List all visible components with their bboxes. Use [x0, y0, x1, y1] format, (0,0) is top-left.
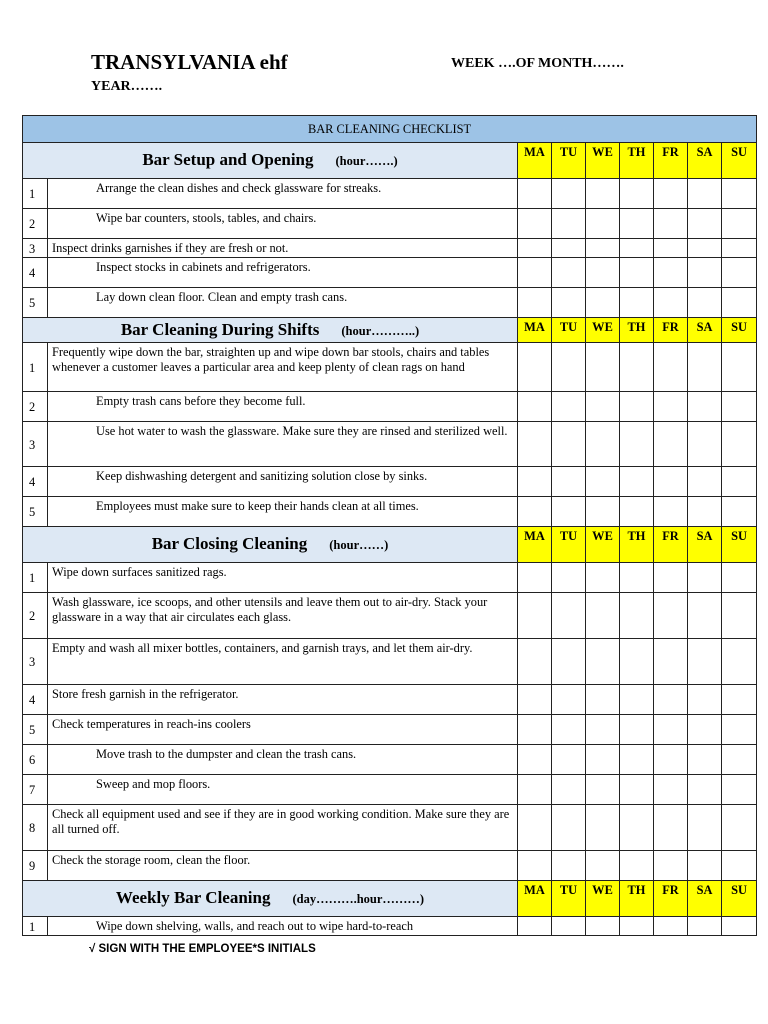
task-row — [23, 209, 757, 239]
task-row — [23, 563, 757, 593]
section-hour-field: (hour…….) — [335, 154, 398, 168]
check-cell[interactable] — [552, 343, 586, 392]
company-name: TRANSYLVANIA ehf — [91, 50, 288, 74]
task-number: 3 — [23, 239, 48, 258]
task-description: Empty trash cans before they become full. — [48, 392, 518, 422]
task-row — [23, 467, 757, 497]
task-description: Frequently wipe down the bar, straighten up and wipe down bar stools, chairs and tables whenever a customer leaves a particular area and keep plenty of clean rags on hand — [48, 343, 518, 392]
section-title: Bar Closing Cleaning — [151, 534, 308, 553]
task-number: 7 — [23, 775, 48, 805]
check-cell[interactable] — [688, 851, 722, 881]
check-cell[interactable] — [654, 745, 688, 775]
check-cell[interactable] — [654, 467, 688, 497]
check-cell[interactable] — [586, 343, 620, 392]
check-cell[interactable] — [722, 851, 757, 881]
task-row — [23, 392, 757, 422]
section-header — [23, 143, 518, 179]
task-number: 5 — [23, 288, 48, 318]
check-cell[interactable] — [722, 497, 757, 527]
section-header — [23, 527, 518, 563]
day-header-sunday: SU — [722, 881, 757, 917]
check-cell[interactable] — [552, 593, 586, 639]
check-cell[interactable] — [586, 851, 620, 881]
task-number: 1 — [23, 179, 48, 209]
check-cell[interactable] — [586, 917, 620, 936]
task-row — [23, 593, 757, 639]
task-number: 4 — [23, 467, 48, 497]
task-row — [23, 745, 757, 775]
year-field: YEAR……. — [91, 79, 163, 94]
check-cell[interactable] — [552, 745, 586, 775]
task-number: 6 — [23, 745, 48, 775]
day-header-tuesday: TU — [552, 881, 586, 917]
task-row — [23, 805, 757, 851]
task-description: Inspect drinks garnishes if they are fresh or not. — [48, 239, 518, 258]
check-cell[interactable] — [586, 258, 620, 288]
check-cell[interactable] — [654, 563, 688, 593]
day-header-thursday: TH — [620, 527, 654, 563]
day-header-sunday: SU — [722, 318, 757, 343]
day-header-tuesday: TU — [552, 527, 586, 563]
task-number: 9 — [23, 851, 48, 881]
task-description: Keep dishwashing detergent and sanitizing solution close by sinks. — [48, 467, 518, 497]
check-cell[interactable] — [688, 775, 722, 805]
check-cell[interactable] — [722, 392, 757, 422]
week-of-month-field: WEEK ….OF MONTH……. — [451, 56, 624, 71]
check-cell[interactable] — [518, 775, 552, 805]
check-cell[interactable] — [722, 467, 757, 497]
check-cell[interactable] — [654, 258, 688, 288]
check-cell[interactable] — [552, 497, 586, 527]
check-cell[interactable] — [552, 685, 586, 715]
signature-note: √ SIGN WITH THE EMPLOYEE*S INITIALS — [89, 943, 316, 955]
day-header-thursday: TH — [620, 881, 654, 917]
check-cell[interactable] — [586, 775, 620, 805]
check-cell[interactable] — [654, 343, 688, 392]
day-header-saturday: SA — [688, 881, 722, 917]
check-cell[interactable] — [654, 715, 688, 745]
task-number: 5 — [23, 715, 48, 745]
task-description: Lay down clean floor. Clean and empty trash cans. — [48, 288, 518, 318]
section-header — [23, 318, 518, 343]
task-number: 2 — [23, 209, 48, 239]
task-row — [23, 851, 757, 881]
check-cell[interactable] — [518, 392, 552, 422]
check-cell[interactable] — [586, 715, 620, 745]
check-cell[interactable] — [620, 343, 654, 392]
section-header-row — [23, 881, 757, 917]
section-header-row — [23, 143, 757, 179]
task-number: 2 — [23, 593, 48, 639]
day-header-monday: MA — [518, 318, 552, 343]
check-cell[interactable] — [620, 288, 654, 318]
check-cell[interactable] — [620, 392, 654, 422]
task-number: 1 — [23, 343, 48, 392]
check-cell[interactable] — [654, 179, 688, 209]
check-cell[interactable] — [586, 422, 620, 467]
check-cell[interactable] — [552, 392, 586, 422]
check-cell[interactable] — [620, 685, 654, 715]
task-description: Empty and wash all mixer bottles, containers, and garnish trays, and let them air-dry. — [48, 639, 518, 685]
check-cell[interactable] — [688, 805, 722, 851]
check-cell[interactable] — [654, 288, 688, 318]
check-cell[interactable] — [620, 209, 654, 239]
check-cell[interactable] — [518, 639, 552, 685]
check-cell[interactable] — [722, 258, 757, 288]
task-number: 4 — [23, 258, 48, 288]
day-header-saturday: SA — [688, 527, 722, 563]
check-cell[interactable] — [722, 639, 757, 685]
day-header-thursday: TH — [620, 318, 654, 343]
day-header-tuesday: TU — [552, 318, 586, 343]
task-row — [23, 239, 757, 258]
task-description: Wipe bar counters, stools, tables, and chairs. — [48, 209, 518, 239]
check-cell[interactable] — [586, 209, 620, 239]
check-cell[interactable] — [620, 917, 654, 936]
check-cell[interactable] — [654, 775, 688, 805]
task-description: Check temperatures in reach-ins coolers — [48, 715, 518, 745]
task-description: Check all equipment used and see if they are in good working condition. Make sure they are all turned off. — [48, 805, 518, 851]
check-cell[interactable] — [620, 715, 654, 745]
task-description: Use hot water to wash the glassware. Make sure they are rinsed and sterilized well. — [48, 422, 518, 467]
check-cell[interactable] — [586, 685, 620, 715]
check-cell[interactable] — [654, 685, 688, 715]
checklist-title: BAR CLEANING CHECKLIST — [23, 116, 757, 143]
check-cell[interactable] — [518, 288, 552, 318]
section-hour-field: (day……….hour………) — [292, 892, 425, 906]
section-title: Bar Cleaning During Shifts — [120, 319, 320, 339]
check-cell[interactable] — [620, 179, 654, 209]
check-cell[interactable] — [688, 563, 722, 593]
day-header-monday: MA — [518, 527, 552, 563]
check-cell[interactable] — [722, 288, 757, 318]
check-cell[interactable] — [552, 209, 586, 239]
check-cell[interactable] — [722, 745, 757, 775]
task-description: Employees must make sure to keep their hands clean at all times. — [48, 497, 518, 527]
check-cell[interactable] — [552, 467, 586, 497]
check-cell[interactable] — [586, 805, 620, 851]
task-row — [23, 422, 757, 467]
task-row — [23, 288, 757, 318]
title-row — [23, 116, 757, 143]
task-description: Wipe down surfaces sanitized rags. — [48, 563, 518, 593]
day-header-friday: FR — [654, 318, 688, 343]
task-row — [23, 685, 757, 715]
check-cell[interactable] — [586, 745, 620, 775]
task-number: 1 — [23, 563, 48, 593]
day-header-wednesday: WE — [586, 527, 620, 563]
task-number: 5 — [23, 497, 48, 527]
check-cell[interactable] — [518, 497, 552, 527]
check-cell[interactable] — [518, 179, 552, 209]
task-row — [23, 639, 757, 685]
check-cell[interactable] — [688, 179, 722, 209]
check-cell[interactable] — [654, 392, 688, 422]
check-cell[interactable] — [722, 239, 757, 258]
task-description: Wash glassware, ice scoops, and other utensils and leave them out to air-dry. Stack your glassware in a way that air circulates each glass. — [48, 593, 518, 639]
check-cell[interactable] — [688, 917, 722, 936]
check-cell[interactable] — [722, 343, 757, 392]
check-cell[interactable] — [518, 715, 552, 745]
check-cell[interactable] — [654, 422, 688, 467]
task-row — [23, 179, 757, 209]
task-description: Arrange the clean dishes and check glassware for streaks. — [48, 179, 518, 209]
check-cell[interactable] — [688, 467, 722, 497]
task-number: 4 — [23, 685, 48, 715]
check-cell[interactable] — [620, 639, 654, 685]
task-number: 8 — [23, 805, 48, 851]
day-header-saturday: SA — [688, 318, 722, 343]
check-cell[interactable] — [586, 639, 620, 685]
check-cell[interactable] — [688, 715, 722, 745]
check-cell[interactable] — [586, 239, 620, 258]
check-cell[interactable] — [654, 209, 688, 239]
check-cell[interactable] — [620, 239, 654, 258]
check-cell[interactable] — [620, 258, 654, 288]
checklist-table — [22, 115, 757, 936]
check-cell[interactable] — [654, 851, 688, 881]
check-cell[interactable] — [586, 563, 620, 593]
task-row — [23, 343, 757, 392]
check-cell[interactable] — [552, 639, 586, 685]
check-cell[interactable] — [722, 715, 757, 745]
check-cell[interactable] — [654, 917, 688, 936]
check-cell[interactable] — [518, 467, 552, 497]
check-cell[interactable] — [620, 497, 654, 527]
check-cell[interactable] — [654, 593, 688, 639]
check-cell[interactable] — [586, 392, 620, 422]
check-cell[interactable] — [518, 209, 552, 239]
check-cell[interactable] — [688, 593, 722, 639]
day-header-saturday: SA — [688, 143, 722, 179]
check-cell[interactable] — [688, 497, 722, 527]
task-row — [23, 775, 757, 805]
check-cell[interactable] — [552, 239, 586, 258]
section-title: Bar Setup and Opening — [142, 150, 314, 169]
check-cell[interactable] — [688, 392, 722, 422]
check-cell[interactable] — [688, 343, 722, 392]
day-header-thursday: TH — [620, 143, 654, 179]
section-hour-field: (hour……) — [329, 538, 389, 552]
task-description: Inspect stocks in cabinets and refrigerators. — [48, 258, 518, 288]
day-header-sunday: SU — [722, 527, 757, 563]
check-cell[interactable] — [620, 805, 654, 851]
check-cell[interactable] — [688, 209, 722, 239]
check-cell[interactable] — [586, 467, 620, 497]
check-cell[interactable] — [688, 745, 722, 775]
check-cell[interactable] — [518, 343, 552, 392]
check-cell[interactable] — [620, 467, 654, 497]
check-cell[interactable] — [518, 685, 552, 715]
day-header-wednesday: WE — [586, 143, 620, 179]
task-row — [23, 917, 757, 936]
check-cell[interactable] — [518, 805, 552, 851]
check-cell[interactable] — [518, 258, 552, 288]
check-cell[interactable] — [518, 745, 552, 775]
check-cell[interactable] — [518, 239, 552, 258]
check-cell[interactable] — [620, 851, 654, 881]
check-cell[interactable] — [654, 805, 688, 851]
task-row — [23, 497, 757, 527]
check-cell[interactable] — [518, 917, 552, 936]
check-cell[interactable] — [654, 639, 688, 685]
check-cell[interactable] — [620, 422, 654, 467]
check-cell[interactable] — [586, 497, 620, 527]
task-description: Store fresh garnish in the refrigerator. — [48, 685, 518, 715]
check-cell[interactable] — [586, 593, 620, 639]
day-header-friday: FR — [654, 143, 688, 179]
section-hour-field: (hour………..) — [341, 323, 420, 338]
task-number: 1 — [23, 917, 48, 936]
task-row — [23, 715, 757, 745]
check-cell[interactable] — [552, 805, 586, 851]
check-cell[interactable] — [722, 593, 757, 639]
check-cell[interactable] — [518, 593, 552, 639]
task-number: 2 — [23, 392, 48, 422]
check-cell[interactable] — [552, 258, 586, 288]
check-cell[interactable] — [722, 179, 757, 209]
section-header-row — [23, 318, 757, 343]
day-header-friday: FR — [654, 881, 688, 917]
check-cell[interactable] — [722, 563, 757, 593]
section-header — [23, 881, 518, 917]
check-cell[interactable] — [552, 851, 586, 881]
day-header-friday: FR — [654, 527, 688, 563]
check-cell[interactable] — [688, 258, 722, 288]
day-header-sunday: SU — [722, 143, 757, 179]
check-cell[interactable] — [688, 422, 722, 467]
check-cell[interactable] — [722, 917, 757, 936]
check-cell[interactable] — [722, 805, 757, 851]
task-description: Sweep and mop floors. — [48, 775, 518, 805]
task-number: 3 — [23, 422, 48, 467]
task-description: Wipe down shelving, walls, and reach out to wipe hard-to-reach — [48, 917, 518, 936]
check-cell[interactable] — [722, 209, 757, 239]
check-cell[interactable] — [688, 685, 722, 715]
check-cell[interactable] — [688, 639, 722, 685]
check-cell[interactable] — [552, 917, 586, 936]
check-cell[interactable] — [654, 239, 688, 258]
section-header-row — [23, 527, 757, 563]
check-cell[interactable] — [518, 563, 552, 593]
check-cell[interactable] — [688, 288, 722, 318]
check-cell[interactable] — [552, 563, 586, 593]
day-header-tuesday: TU — [552, 143, 586, 179]
check-cell[interactable] — [620, 593, 654, 639]
check-cell[interactable] — [722, 685, 757, 715]
task-row — [23, 258, 757, 288]
check-cell[interactable] — [518, 851, 552, 881]
task-number: 3 — [23, 639, 48, 685]
task-description: Check the storage room, clean the floor. — [48, 851, 518, 881]
check-cell[interactable] — [620, 563, 654, 593]
check-cell[interactable] — [552, 179, 586, 209]
check-cell[interactable] — [552, 775, 586, 805]
check-cell[interactable] — [688, 239, 722, 258]
check-cell[interactable] — [552, 288, 586, 318]
check-cell[interactable] — [620, 775, 654, 805]
check-cell[interactable] — [722, 775, 757, 805]
check-cell[interactable] — [722, 422, 757, 467]
check-cell[interactable] — [552, 422, 586, 467]
day-header-monday: MA — [518, 143, 552, 179]
check-cell[interactable] — [586, 179, 620, 209]
section-title: Weekly Bar Cleaning — [115, 888, 271, 907]
check-cell[interactable] — [518, 422, 552, 467]
day-header-monday: MA — [518, 881, 552, 917]
check-cell[interactable] — [620, 745, 654, 775]
day-header-wednesday: WE — [586, 881, 620, 917]
check-cell[interactable] — [654, 497, 688, 527]
day-header-wednesday: WE — [586, 318, 620, 343]
check-cell[interactable] — [586, 288, 620, 318]
task-description: Move trash to the dumpster and clean the trash cans. — [48, 745, 518, 775]
check-cell[interactable] — [552, 715, 586, 745]
